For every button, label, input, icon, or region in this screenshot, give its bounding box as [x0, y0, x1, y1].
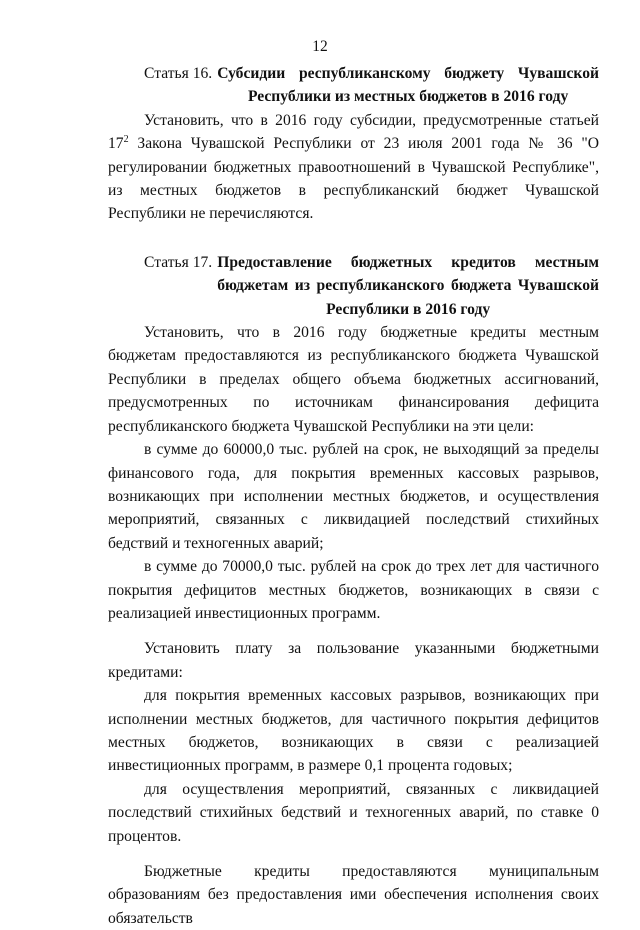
article-16-number: Статья 16. — [144, 65, 213, 82]
article-17-paragraph-6: для осуществления мероприятий, связанных с ликвидацией последствий стихийных бедствий и техногенных аварий, по ставке 0 процентов. — [108, 780, 599, 845]
superscript-index: 2 — [123, 134, 129, 146]
article-17-heading — [108, 251, 599, 321]
article-17-title: Предоставление бюджетных кредитов местным бюджетам из республиканского бюджета Чувашской Республики в 2016 году — [217, 253, 599, 318]
document-body — [108, 62, 599, 930]
article-16-text-end: Закона Чувашской Республики от 23 июля 2001 года № 36 "О регулировании бюджетных правоотношений в Чувашской Республике", из местных бюджетов в республиканский бюджет Чувашской Республики не перечисляются. — [108, 135, 599, 223]
article-17-paragraph-2: в сумме до 60000,0 тыс. рублей на срок, не выходящий за пределы финансового года, для покрытия временных кассовых разрывов, возникающих при исполнении местных бюджетов, и осуществления мероприятий, связанных с ликвидацией последствий стихийных бедствий и техногенных аварий; — [108, 441, 599, 552]
page-number: 12 — [312, 38, 328, 55]
article-17-paragraph-1: Установить, что в 2016 году бюджетные кредиты местным бюджетам предоставляются из республиканского бюджета Чувашской Республики в пределах общего объема бюджетных ассигнований, предусмотренных по источникам финансирования дефицита республиканского бюджета Чувашской Республики на эти цели: — [108, 324, 599, 435]
article-17-paragraph-3: в сумме до 70000,0 тыс. рублей на срок до трех лет для частичного покрытия дефицитов местных бюджетов, возникающих в связи с реализацией инвестиционных программ. — [108, 558, 599, 622]
article-17-paragraph-5: для покрытия временных кассовых разрывов, возникающих при исполнении местных бюджетов, для частичного покрытия дефицитов местных бюджетов, возникающих в связи с реализацией инвестиционных программ, в размере 0,1 процента годовых; — [108, 687, 599, 775]
article-17-paragraph-7: Бюджетные кредиты предоставляются муниципальным образованиям без предоставления ими обеспечения исполнения своих обязательств — [108, 863, 599, 927]
article-17-number: Статья 17. — [144, 253, 213, 271]
article-17-paragraph-4: Установить плату за пользование указанными бюджетными кредитами: — [108, 640, 599, 681]
article-16-title: Субсидии республиканскому бюджету Чувашской Республики из местных бюджетов в 2016 году — [217, 65, 599, 106]
article-16-paragraph — [108, 109, 599, 226]
article-16-heading — [108, 62, 599, 109]
article-16-text-start: Установить, что в 2016 году субсидии, предусмотренные статьей 17 — [108, 111, 599, 153]
